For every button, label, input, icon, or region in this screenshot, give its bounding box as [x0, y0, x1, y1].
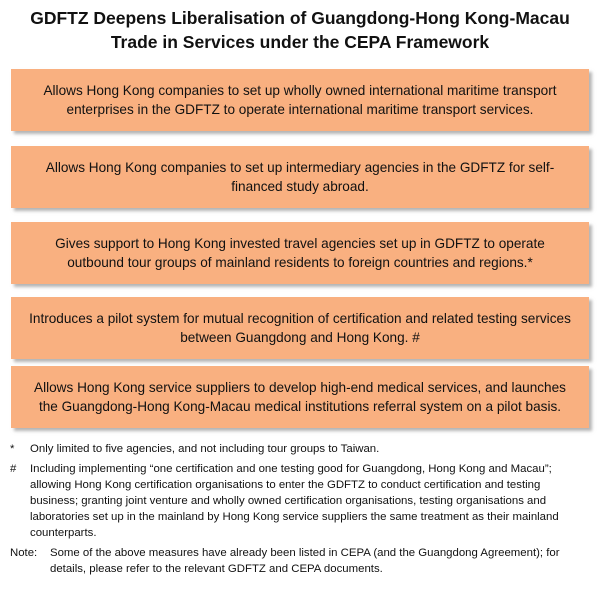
measure-text: Introduces a pilot system for mutual recognition of certification and related testing services between Guangdong and Hong Kong. # — [29, 311, 571, 345]
note-text: Some of the above measures have already been listed in CEPA (and the Guangdong Agreement); for details, please refer to the relevant GDFTZ and CEPA documents. — [50, 547, 560, 575]
measure-text: Gives support to Hong Kong invested travel agencies set up in GDFTZ to operate outbound tour groups of mainland residents to foreign countries and regions.* — [55, 236, 545, 270]
measure-box-study-abroad — [11, 146, 589, 208]
footnote-hash — [10, 461, 590, 541]
page-title — [0, 6, 600, 54]
note-section — [10, 545, 590, 577]
measure-text: Allows Hong Kong companies to set up intermediary agencies in the GDFTZ for self-financed study abroad. — [45, 160, 555, 194]
footnote-asterisk — [10, 441, 590, 457]
measure-box-medical — [11, 366, 589, 428]
measure-box-travel-agencies — [11, 222, 589, 284]
measure-box-certification — [11, 297, 589, 359]
measure-text: Allows Hong Kong service suppliers to develop high-end medical services, and launches the Guangdong-Hong Kong-Macau medical institutions referral system on a pilot basis. — [34, 380, 566, 414]
measure-box-maritime — [11, 69, 589, 131]
footnote-mark: # — [10, 463, 17, 475]
footnote-text: Only limited to five agencies, and not including tour groups to Taiwan. — [30, 443, 380, 455]
footnote-mark: * — [10, 443, 15, 455]
footnote-text: Including implementing “one certification and one testing good for Guangdong, Hong Kong and Macau”; allowing Hong Kong certification organisations to enter the GDFTZ to conduct certification and testing business; granting joint venture and wholly owned certification organisations, testing organisations and laboratories set up in the mainland by Hong Kong service suppliers the same treatment as their mainland counterparts. — [30, 463, 559, 539]
title-line-1: GDFTZ Deepens Liberalisation of Guangdong-Hong Kong-Macau — [30, 8, 570, 28]
footnotes — [10, 441, 590, 581]
title-line-2: Trade in Services under the CEPA Framework — [110, 32, 490, 52]
measure-text: Allows Hong Kong companies to set up wholly owned international maritime transport enterprises in the GDFTZ to operate international maritime transport services. — [43, 83, 557, 117]
note-label: Note: — [10, 547, 38, 559]
